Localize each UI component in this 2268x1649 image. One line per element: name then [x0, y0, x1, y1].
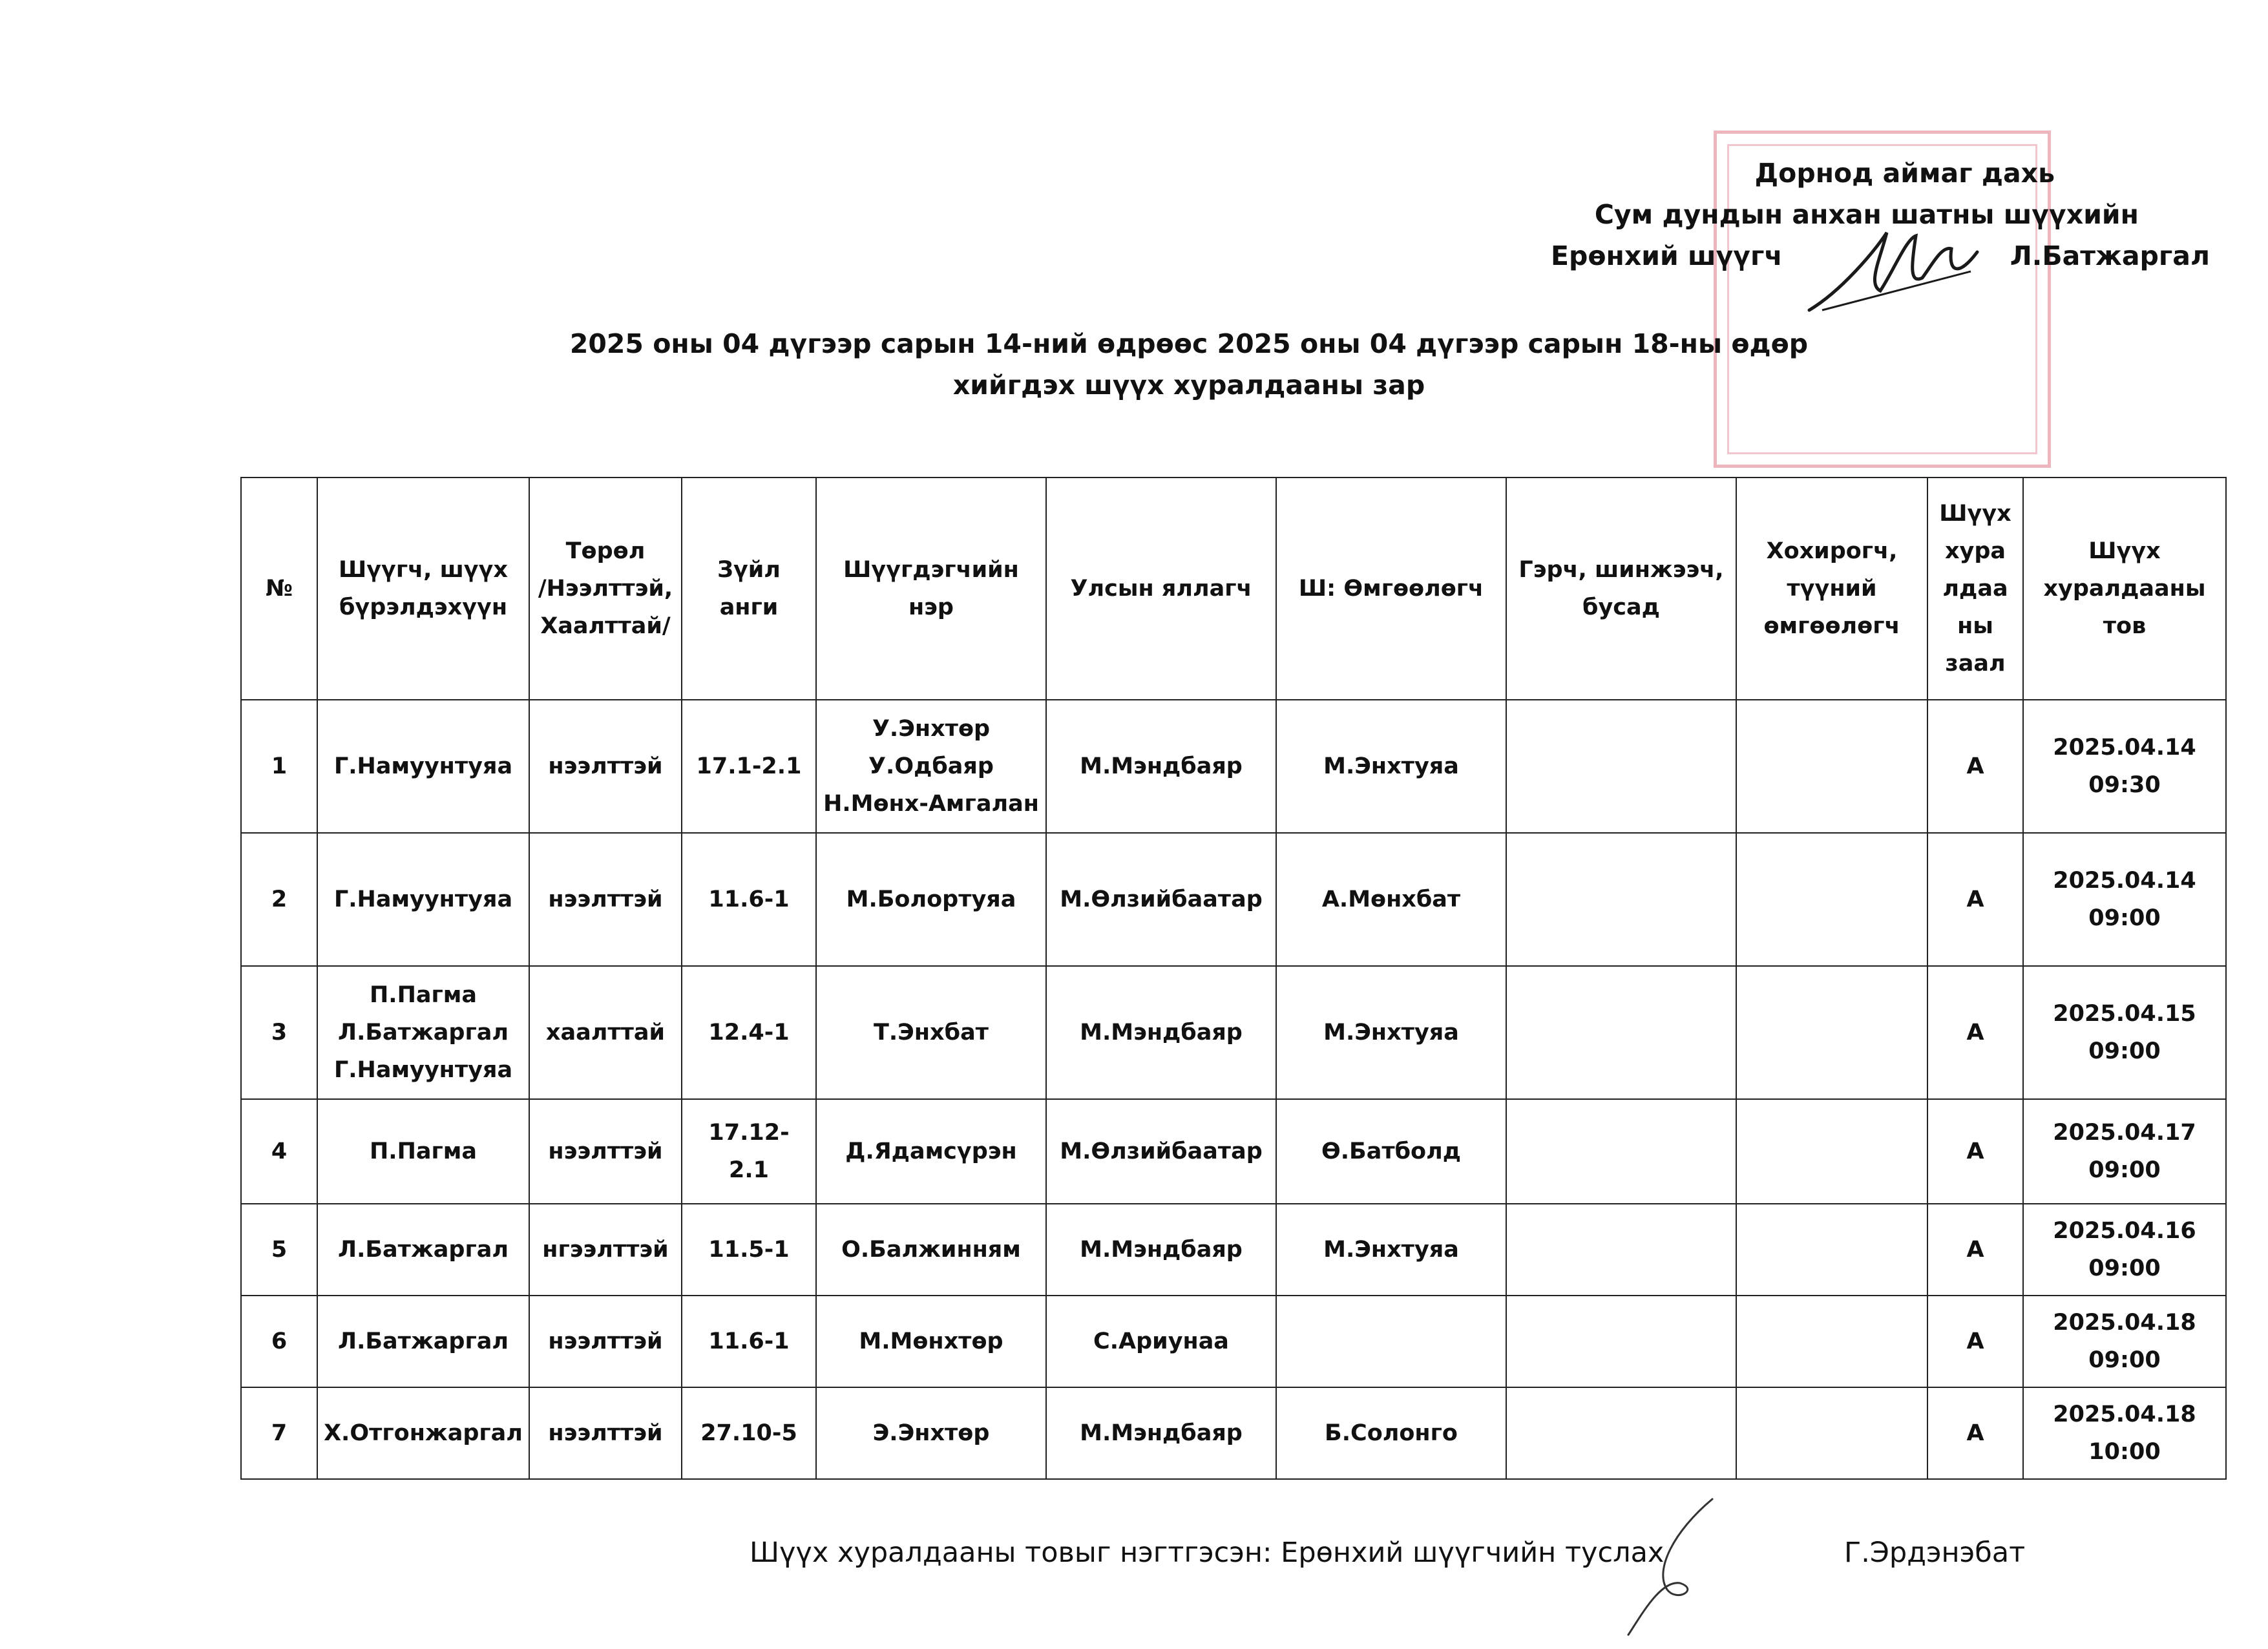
hearing-type: нээлттэй [548, 1329, 663, 1354]
hearing-datetime: 09:00 [2088, 1255, 2161, 1281]
row-number: 4 [271, 1139, 288, 1164]
prosecutor: М.Мэндбаяр [1080, 1020, 1243, 1045]
header-defender [1276, 478, 1506, 700]
header-no-line: № [265, 576, 293, 602]
article: 2.1 [728, 1157, 769, 1183]
document-title [246, 323, 2132, 406]
header-judge-line: Шүүгч, шүүх [338, 557, 509, 583]
witness-cell [1506, 1099, 1736, 1204]
article-cell [682, 1387, 816, 1479]
defender: М.Энхтуяа [1323, 1020, 1459, 1045]
defender-cell [1276, 1099, 1506, 1204]
hall: А [1966, 1237, 1984, 1263]
hearing-datetime: 09:30 [2088, 772, 2161, 798]
defendant: У.Энхтөр [872, 716, 991, 742]
prosecutor-cell [1046, 700, 1276, 833]
hall: А [1966, 1329, 1984, 1354]
hearing-datetime-cell [2023, 833, 2226, 966]
defendant: Н.Мөнх-Амгалан [823, 791, 1039, 817]
row-number-cell [241, 1099, 317, 1204]
hearing-datetime: 09:00 [2088, 905, 2161, 931]
table-body [241, 700, 2226, 1479]
judge: Л.Батжаргал [338, 1020, 509, 1045]
hearing-type: нээлттэй [548, 887, 663, 912]
article: 12.4-1 [708, 1020, 790, 1045]
row-number-cell [241, 1387, 317, 1479]
header-victim-line: Хохирогч, [1766, 538, 1898, 564]
approval-block [1551, 152, 2210, 277]
witness-cell [1506, 1204, 1736, 1296]
header-hall-line: Шүүх [1939, 501, 2011, 527]
row-number-cell [241, 1204, 317, 1296]
table-row [241, 700, 2226, 833]
defendant-cell [816, 700, 1046, 833]
article-cell [682, 833, 816, 966]
defendant-cell [816, 966, 1046, 1099]
victim-cell [1736, 966, 1927, 1099]
witness-cell [1506, 700, 1736, 833]
article: 11.6-1 [708, 887, 790, 912]
header-date-line: тов [2103, 613, 2147, 639]
row-number: 7 [271, 1420, 288, 1446]
approval-position: Ерөнхий шүүгч [1551, 240, 1783, 271]
hearing-datetime: 2025.04.14 [2053, 735, 2196, 761]
witness-cell [1506, 1387, 1736, 1479]
hearing-type-cell [529, 1387, 682, 1479]
header-type-line: /Нээлттэй, [538, 576, 673, 602]
hearing-datetime: 2025.04.18 [2053, 1310, 2196, 1336]
hearing-datetime: 2025.04.17 [2053, 1120, 2196, 1146]
header-prosecutor-line: Улсын яллагч [1070, 576, 1252, 602]
defendant: М.Мөнхтөр [859, 1329, 1003, 1354]
judge-cell [317, 966, 529, 1099]
article: 17.1-2.1 [696, 753, 802, 779]
hearing-type-cell [529, 833, 682, 966]
prosecutor-cell [1046, 1296, 1276, 1387]
judge: Х.Отгонжаргал [324, 1420, 523, 1446]
approval-signatory [1551, 235, 2210, 277]
hall: А [1966, 1139, 1984, 1164]
defendant-cell [816, 1099, 1046, 1204]
approval-court-region: Дорнод аймаг дахь [1754, 158, 2055, 189]
header-defendant-line: Шүүгдэгчийн [843, 557, 1019, 583]
defender-cell [1276, 1204, 1506, 1296]
row-number-cell [241, 833, 317, 966]
header-date-line: хуралдааны [2043, 576, 2206, 602]
header-victim [1736, 478, 1927, 700]
article: 11.5-1 [708, 1237, 790, 1263]
hall: А [1966, 887, 1984, 912]
defender: Б.Солонго [1325, 1420, 1458, 1446]
header-prosecutor [1046, 478, 1276, 700]
hearing-schedule-table [240, 477, 2227, 1480]
judge-cell [317, 1099, 529, 1204]
header-witness-line: бусад [1582, 594, 1660, 620]
hearing-datetime-cell [2023, 700, 2226, 833]
hearing-type: нээлттэй [548, 1420, 663, 1446]
victim-cell [1736, 833, 1927, 966]
hall: А [1966, 1020, 1984, 1045]
hearing-type: нээлттэй [548, 753, 663, 779]
defender: Ө.Батболд [1321, 1139, 1461, 1164]
witness-cell [1506, 1296, 1736, 1387]
document-title-line1: 2025 оны 04 дүгээр сарын 14-ний өдрөөс 2025 оны 04 дүгээр сарын 18-ны өдөр [569, 328, 1809, 359]
defendant-cell [816, 1296, 1046, 1387]
table-row [241, 833, 2226, 966]
defendant: Д.Ядамсүрэн [845, 1139, 1017, 1164]
header-hall-line: заал [1945, 651, 2006, 677]
victim-cell [1736, 1387, 1927, 1479]
defender: М.Энхтуяа [1323, 753, 1459, 779]
hearing-datetime: 2025.04.14 [2053, 868, 2196, 894]
defender: М.Энхтуяа [1323, 1237, 1459, 1263]
article-cell [682, 1099, 816, 1204]
row-number: 3 [271, 1020, 288, 1045]
prosecutor-cell [1046, 1099, 1276, 1204]
defendant: Т.Энхбат [874, 1020, 989, 1045]
header-date-line: Шүүх [2088, 538, 2161, 564]
judge-cell [317, 700, 529, 833]
judge: Г.Намуунтуяа [333, 1057, 513, 1083]
article-cell [682, 1296, 816, 1387]
row-number: 6 [271, 1329, 288, 1354]
header-type-line: Хаалттай/ [540, 613, 671, 639]
hearing-datetime: 09:00 [2088, 1347, 2161, 1373]
row-number-cell [241, 1296, 317, 1387]
defender-cell [1276, 1387, 1506, 1479]
prosecutor-cell [1046, 966, 1276, 1099]
judge: Г.Намуунтуяа [333, 753, 513, 779]
witness-cell [1506, 966, 1736, 1099]
header-article-line: Зүйл [717, 557, 781, 583]
prosecutor: М.Өлзийбаатар [1060, 1139, 1263, 1164]
header-type [529, 478, 682, 700]
defendant: У.Одбаяр [868, 753, 994, 779]
table-row [241, 1099, 2226, 1204]
article: 11.6-1 [708, 1329, 790, 1354]
prosecutor: М.Мэндбаяр [1080, 1420, 1243, 1446]
hall-cell [1927, 966, 2023, 1099]
header-victim-line: түүний [1787, 576, 1877, 602]
victim-cell [1736, 1099, 1927, 1204]
defendant: Э.Энхтөр [872, 1420, 990, 1446]
approval-court-name: Сум дундын анхан шатны шүүхийн [1594, 199, 2139, 230]
prosecutor: М.Мэндбаяр [1080, 753, 1243, 779]
table-row [241, 1204, 2226, 1296]
hearing-datetime: 10:00 [2088, 1439, 2161, 1465]
hearing-type: нээлттэй [548, 1139, 663, 1164]
prosecutor: С.Ариунаа [1093, 1329, 1229, 1354]
article-cell [682, 966, 816, 1099]
hearing-datetime-cell [2023, 1296, 2226, 1387]
judge: Л.Батжаргал [338, 1237, 509, 1263]
article-cell [682, 1204, 816, 1296]
assistant-signature [1615, 1493, 1745, 1641]
hall: А [1966, 1420, 1984, 1446]
defender-cell [1276, 833, 1506, 966]
header-article-line: анги [719, 594, 779, 620]
article: 17.12- [708, 1120, 790, 1146]
prosecutor: М.Мэндбаяр [1080, 1237, 1243, 1263]
victim-cell [1736, 700, 1927, 833]
hearing-datetime-cell [2023, 1099, 2226, 1204]
hall: А [1966, 753, 1984, 779]
judge: Л.Батжаргал [338, 1329, 509, 1354]
victim-cell [1736, 1296, 1927, 1387]
judge: П.Пагма [369, 1139, 477, 1164]
prosecutor-cell [1046, 833, 1276, 966]
table-header-row [241, 478, 2226, 700]
header-hall-line: лдаа [1942, 576, 2008, 602]
header-defendant-line: нэр [908, 594, 954, 620]
table-row [241, 966, 2226, 1099]
victim-cell [1736, 1204, 1927, 1296]
judge: П.Пагма [369, 982, 477, 1008]
hearing-type-cell [529, 1204, 682, 1296]
table-row [241, 1387, 2226, 1479]
header-judge-line: бүрэлдэхүүн [339, 594, 508, 620]
prosecutor-cell [1046, 1387, 1276, 1479]
document-title-line2: хийгдэх шүүх хуралдааны зар [952, 370, 1425, 401]
hearing-datetime: 2025.04.18 [2053, 1402, 2196, 1427]
hearing-datetime: 09:00 [2088, 1157, 2161, 1183]
defendant-cell [816, 833, 1046, 966]
defendant-cell [816, 1387, 1046, 1479]
hearing-type-cell [529, 700, 682, 833]
hearing-datetime-cell [2023, 1387, 2226, 1479]
header-defendant [816, 478, 1046, 700]
footer-compiled-by: Шүүх хуралдааны товыг нэгтгэсэн: Ерөнхий шүүгчийн туслах [750, 1537, 1664, 1569]
article-cell [682, 700, 816, 833]
hearing-datetime-cell [2023, 966, 2226, 1099]
header-judge [317, 478, 529, 700]
hall-cell [1927, 833, 2023, 966]
hearing-type-cell [529, 966, 682, 1099]
table-row [241, 1296, 2226, 1387]
defendant: О.Балжинням [841, 1237, 1021, 1263]
header-hall-line: хура [1944, 538, 2006, 564]
judge: Г.Намуунтуяа [333, 887, 513, 912]
hall-cell [1927, 700, 2023, 833]
hearing-datetime: 2025.04.16 [2053, 1218, 2196, 1244]
prosecutor: М.Өлзийбаатар [1060, 887, 1263, 912]
header-defender-line: Ш: Өмгөөлөгч [1298, 576, 1484, 602]
hearing-type-cell [529, 1296, 682, 1387]
hall-cell [1927, 1204, 2023, 1296]
judge-cell [317, 1296, 529, 1387]
row-number: 1 [271, 753, 288, 779]
hearing-datetime-cell [2023, 1204, 2226, 1296]
header-witness-line: Гэрч, шинжээч, [1518, 557, 1724, 583]
prosecutor-cell [1046, 1204, 1276, 1296]
hall-cell [1927, 1296, 2023, 1387]
header-hall [1927, 478, 2023, 700]
header-witness [1506, 478, 1736, 700]
defender-cell [1276, 700, 1506, 833]
row-number: 2 [271, 887, 288, 912]
hearing-type: хаалттай [545, 1020, 666, 1045]
footer-assistant-name: Г.Эрдэнэбат [1844, 1537, 2026, 1569]
judge-cell [317, 1387, 529, 1479]
hearing-datetime: 09:00 [2088, 1038, 2161, 1064]
hall-cell [1927, 1099, 2023, 1204]
header-victim-line: өмгөөлөгч [1763, 613, 1900, 639]
defendant: М.Болортуяа [846, 887, 1016, 912]
header-article [682, 478, 816, 700]
judge-cell [317, 833, 529, 966]
row-number: 5 [271, 1237, 288, 1263]
hearing-type: нгээлттэй [542, 1237, 669, 1263]
hearing-datetime: 2025.04.15 [2053, 1001, 2196, 1027]
approval-name: Л.Батжаргал [2010, 240, 2210, 271]
header-no [241, 478, 317, 700]
row-number-cell [241, 700, 317, 833]
header-type-line: Төрөл [565, 538, 646, 564]
hearing-type-cell [529, 1099, 682, 1204]
article: 27.10-5 [700, 1420, 797, 1446]
defender: А.Мөнхбат [1321, 887, 1461, 912]
defender-cell [1276, 1296, 1506, 1387]
row-number-cell [241, 966, 317, 1099]
judge-cell [317, 1204, 529, 1296]
witness-cell [1506, 833, 1736, 966]
defender-cell [1276, 966, 1506, 1099]
header-hall-line: ны [1957, 613, 1993, 639]
hall-cell [1927, 1387, 2023, 1479]
header-date [2023, 478, 2226, 700]
defendant-cell [816, 1204, 1046, 1296]
